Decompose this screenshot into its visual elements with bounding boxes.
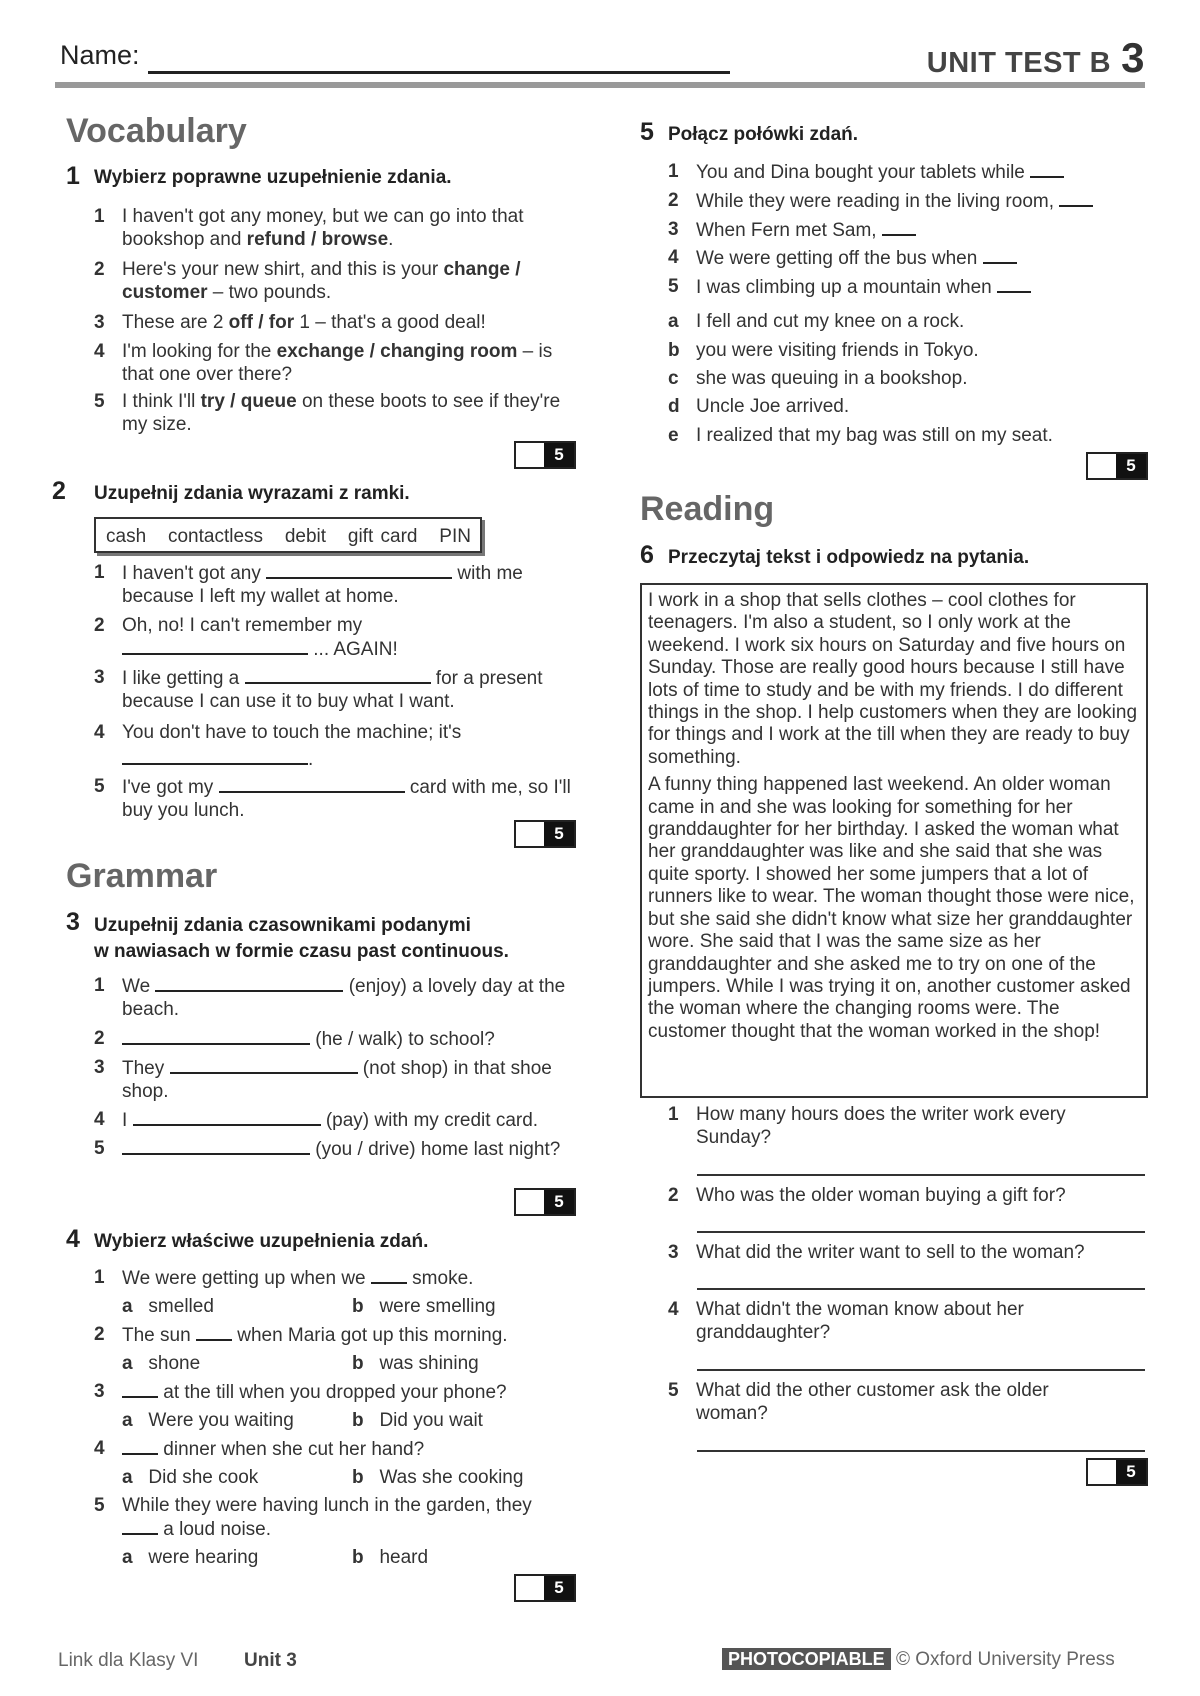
question-text: What did the writer want to sell to the woman? [696,1242,1085,1263]
choice-separator: / [364,341,381,362]
item-text: I [122,1110,133,1131]
item-number: 5 [668,276,679,297]
footer-book-title: Link dla Klasy VI [58,1650,199,1671]
ex4-option-1a[interactable] [122,1295,362,1318]
item-number: 1 [94,562,105,583]
ex4-option-2a[interactable] [122,1352,362,1375]
item-number: 3 [94,1057,105,1078]
question-text: What didn't the woman know about her granddaughter? [696,1299,1024,1343]
item-text: I was climbing up a mountain when [696,277,997,298]
answer-line[interactable] [697,1174,1145,1176]
item-text: I've got my [122,777,219,798]
question-text: What did the other customer ask the older woman? [696,1380,1049,1424]
choice-a[interactable]: refund [246,229,306,250]
item-text: (not shop) in that shoe shop. [122,1058,552,1102]
photocopiable-badge: PHOTOCOPIABLE [722,1648,891,1670]
option-text: I realized that my bag was still on my seat. [696,425,1053,446]
ex4-option-2b[interactable] [352,1352,572,1375]
option-letter: c [668,368,679,389]
item-number: 5 [94,1495,105,1516]
answer-blank[interactable] [371,1266,407,1284]
answer-line[interactable] [697,1231,1145,1233]
item-text: (enjoy) a lovely day at the beach. [122,976,566,1020]
option-letter: e [668,425,679,446]
item-number: 3 [668,1242,679,1263]
instruction-line: w nawiasach w formie czasu past continuous. [94,941,509,962]
ex4-option-5a[interactable] [122,1546,362,1569]
reading-paragraph-2: A funny thing happened last weekend. An older woman came in and she was looking for something for her granddaughter for her birthday. I asked the woman what her granddaughter was like and she said that she was quite sporty. I showed her some jumpers that a lot of runners like to wear. The woman thought those were nice, but she said she didn't know what size her granddaughter wore. She said that I was the same size as her granddaughter and she asked me to try on one of the jumpers. While I was trying it on, another customer asked the woman where the changing rooms were. The customer thought that the woman worked in the shop! [648,774,1135,1042]
answer-blank[interactable] [1059,189,1093,207]
item-number: 1 [94,1267,105,1288]
footer-copyright [722,1649,1115,1671]
option-text: heard [379,1547,429,1568]
item-text: . [308,749,314,770]
ex4-option-4a[interactable] [122,1466,362,1489]
item-text: I like getting a [122,668,245,689]
answer-blank[interactable] [122,1027,310,1045]
item-number: 1 [94,206,105,227]
item-text: You don't have to touch the machine; it's [122,722,462,743]
option-letter: a [122,1353,133,1374]
ex2-score-box [514,820,576,848]
item-number: 1 [668,1104,679,1125]
option-letter: b [352,1353,364,1374]
ex6-instruction: Przeczytaj tekst i odpowiedz na pytania. [668,547,1030,568]
word-box: cash contactless debit gift card PIN [94,517,482,553]
item-text: a loud noise. [158,1519,272,1540]
ex1-score-box [514,441,576,469]
item-number: 5 [668,1380,679,1401]
option-letter: b [352,1410,364,1431]
option-text: I fell and cut my knee on a rock. [696,311,965,332]
footer-unit: Unit 3 [244,1650,297,1671]
item-text: smoke. [406,1268,474,1289]
ex5-instruction: Połącz połówki zdań. [668,124,859,145]
item-text: dinner when she cut her hand? [158,1439,425,1460]
choice-separator: / [224,391,241,412]
answer-blank[interactable] [133,1108,321,1126]
item-text: Here's your new shirt, and this is your [122,259,444,280]
unit-test-label: UNIT TEST B [926,47,1112,79]
ex4-option-3b[interactable] [352,1409,572,1432]
item-text: You and Dina bought your tablets while [696,162,1031,183]
score-value: 5 [1116,1460,1146,1484]
item-text: – is that one over there? [122,341,553,385]
item-number: 5 [94,1138,105,1159]
ex5-number: 5 [640,118,654,146]
choice-b[interactable]: queue [240,391,297,412]
score-value: 5 [544,822,574,846]
choice-separator: / [305,229,322,250]
answer-blank[interactable] [122,637,308,655]
score-value: 5 [1116,454,1146,478]
option-text: smelled [148,1296,214,1317]
item-number: 3 [668,219,679,240]
ex1-number: 1 [66,162,80,190]
item-text: I haven't got any [122,563,267,584]
option-text: Did she cook [148,1467,259,1488]
ex1-instruction: Wybierz poprawne uzupełnienie zdania. [94,167,452,188]
option-letter: a [122,1296,133,1317]
answer-blank[interactable] [170,1056,358,1074]
answer-line[interactable] [697,1450,1145,1452]
item-text: . [388,229,394,250]
option-text: Uncle Joe arrived. [696,396,850,417]
item-text: I think I'll [122,391,201,412]
score-value: 5 [544,443,574,467]
item-number: 3 [94,1381,105,1402]
option-text: were smelling [379,1296,496,1317]
item-text: We were getting up when we [122,1268,371,1289]
ex4-score-box [514,1574,576,1602]
unit-number: 3 [1121,34,1145,81]
item-text: We [122,976,156,997]
option-letter: b [352,1296,364,1317]
answer-blank[interactable] [983,246,1017,264]
ex4-option-1b[interactable] [352,1295,572,1318]
option-letter: a [668,311,679,332]
item-number: 4 [668,247,679,268]
item-text: card with me, so I'll buy you lunch. [122,777,571,821]
vocabulary-heading: Vocabulary [66,112,247,150]
answer-blank[interactable] [997,275,1031,293]
item-text: I haven't got any money, but we can go into that bookshop and [122,206,524,250]
ex2-number: 2 [52,477,66,505]
question-text: How many hours does the writer work every Sunday? [696,1104,1066,1148]
option-letter: a [122,1547,133,1568]
answer-blank[interactable] [1030,160,1064,178]
item-number: 3 [94,312,105,333]
item-number: 4 [94,722,105,743]
option-text: shone [148,1353,201,1374]
item-text: When Fern met Sam, [696,220,882,241]
item-number: 2 [668,1185,679,1206]
unit-test-title [927,34,1145,82]
item-number: 3 [94,667,105,688]
score-value: 5 [544,1190,574,1214]
option-text: Were you waiting [148,1410,294,1431]
option-letter: b [352,1467,364,1488]
ex5-score-box [1086,452,1148,480]
item-text: at the till when you dropped your phone? [158,1382,507,1403]
answer-blank[interactable] [245,666,431,684]
item-text: Oh, no! I can't remember my [122,615,363,636]
option-text: Was she cooking [379,1467,524,1488]
ex6-number: 6 [640,541,654,569]
item-text: (he / walk) to school? [310,1029,495,1050]
reading-heading: Reading [640,490,775,528]
item-number: 2 [94,615,105,636]
ex4-option-3a[interactable] [122,1409,362,1432]
answer-blank[interactable] [882,218,916,236]
reading-text-box [640,583,1148,1098]
choice-a[interactable]: exchange [276,341,365,362]
ex4-instruction: Wybierz właściwe uzupełnienia zdań. [94,1231,429,1252]
answer-line[interactable] [697,1288,1145,1290]
answer-blank[interactable] [155,974,343,992]
answer-blank[interactable] [122,1380,158,1398]
item-number: 2 [94,1028,105,1049]
item-number: 4 [94,1438,105,1459]
item-text: They [122,1058,170,1079]
ex4-option-5b[interactable] [352,1546,572,1569]
option-text: you were visiting friends in Tokyo. [696,340,979,361]
option-letter: a [122,1410,133,1431]
item-text: I'm looking for the [122,341,277,362]
item-number: 5 [94,391,105,412]
choice-b[interactable]: customer [122,282,208,303]
item-text: While they were having lunch in the garden, they [122,1495,532,1516]
score-value: 5 [544,1576,574,1600]
instruction-line: Uzupełnij zdania czasownikami podanymi [94,915,471,936]
option-letter: b [352,1547,364,1568]
answer-line[interactable] [697,1369,1145,1371]
publisher-text: © Oxford University Press [895,1649,1115,1670]
question-text: Who was the older woman buying a gift for? [696,1185,1066,1206]
item-number: 4 [668,1299,679,1320]
choice-a[interactable]: change [443,259,511,280]
answer-blank[interactable] [122,1137,310,1155]
ex2-instruction: Uzupełnij zdania wyrazami z ramki. [94,483,410,504]
option-letter: a [122,1467,133,1488]
answer-blank[interactable] [122,747,308,765]
item-text: These are 2 [122,312,229,333]
option-letter: d [668,396,680,417]
header-rule [55,82,1145,88]
choice-separator: / [510,259,521,280]
choice-a[interactable]: off [228,312,253,333]
item-text: The sun [122,1325,196,1346]
choice-a[interactable]: try [200,391,225,412]
item-text: We were getting off the bus when [696,248,983,269]
item-text: – two pounds. [207,282,332,303]
option-text: were hearing [148,1547,259,1568]
ex6-score-box [1086,1458,1148,1486]
item-text: when Maria got up this morning. [231,1325,508,1346]
ex4-option-4b[interactable] [352,1466,572,1489]
item-number: 1 [94,975,105,996]
answer-blank[interactable] [122,1437,158,1455]
answer-blank[interactable] [196,1323,232,1341]
item-text: 1 – that's a good deal! [294,312,486,333]
ex3-instruction [94,913,509,965]
item-text: with me because I left my wallet at home. [122,563,523,607]
item-text: (you / drive) home last night? [310,1139,561,1160]
item-number: 2 [94,1324,105,1345]
choice-separator: / [252,312,269,333]
choice-b[interactable]: browse [321,229,389,250]
answer-blank[interactable] [266,561,452,579]
item-text: (pay) with my credit card. [320,1110,539,1131]
item-text: ... AGAIN! [308,639,398,660]
item-number: 4 [94,1109,105,1130]
choice-b[interactable]: changing room [380,341,518,362]
item-text: While they were reading in the living room, [696,191,1060,212]
choice-b[interactable]: for [268,312,295,333]
answer-blank[interactable] [219,775,405,793]
name-label: Name: [60,40,140,70]
name-line [148,71,730,74]
item-number: 2 [94,259,105,280]
item-number: 5 [94,776,105,797]
item-number: 2 [668,190,679,211]
reading-paragraph-1: I work in a shop that sells clothes – cool clothes for teenagers. I'm also a student, so I only work at the weekend. I work six hours on Saturday and five hours on Sunday. Those are really good hours because I still have lots of time to study and be with my friends. I do different things in the shop. I help customers when they are looking for things and I work at the till when they are ready to buy something. [648,590,1138,768]
ex3-score-box [514,1188,576,1216]
ex3-number: 3 [66,908,80,936]
item-number: 4 [94,341,105,362]
answer-blank[interactable] [122,1517,158,1535]
item-text: on these boots to see if they're my size. [122,391,561,435]
ex4-number: 4 [66,1225,80,1253]
item-number: 1 [668,161,679,182]
option-text: she was queuing in a bookshop. [696,368,968,389]
option-letter: b [668,340,680,361]
grammar-heading: Grammar [66,857,218,895]
option-text: was shining [379,1353,479,1374]
option-text: Did you wait [379,1410,483,1431]
item-text: for a present because I can use it to buy what I want. [122,668,543,712]
